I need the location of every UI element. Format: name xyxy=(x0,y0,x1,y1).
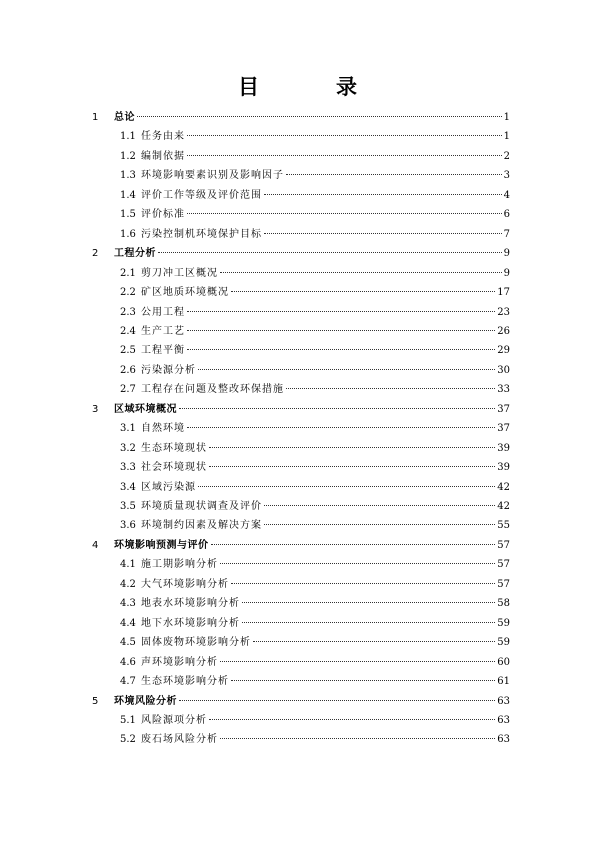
toc-section-entry[interactable] xyxy=(120,732,510,748)
entry-label: 评价工作等级及评价范围 xyxy=(141,189,262,201)
toc-section-entry[interactable] xyxy=(120,285,510,301)
entry-page-number: 63 xyxy=(497,714,510,726)
dot-leader xyxy=(220,661,495,662)
entry-number: 2.2 xyxy=(120,287,136,299)
toc-section-entry[interactable] xyxy=(120,227,510,243)
toc-section-entry[interactable] xyxy=(120,518,510,534)
toc-chapter-entry[interactable] xyxy=(92,110,510,126)
entry-page-number: 29 xyxy=(497,345,510,357)
entry-label: 固体废物环境影响分析 xyxy=(141,637,251,649)
toc-section-entry[interactable] xyxy=(120,499,510,515)
entry-page-number: 1 xyxy=(503,112,510,123)
entry-label: 总论 xyxy=(114,112,135,123)
entry-number: 2.5 xyxy=(120,345,136,357)
toc-section-entry[interactable] xyxy=(120,674,510,690)
entry-label: 环境影响要素识别及影响因子 xyxy=(141,170,284,182)
entry-label: 区域环境概况 xyxy=(114,403,177,415)
entry-label: 地下水环境影响分析 xyxy=(141,617,240,629)
dot-leader xyxy=(286,174,502,175)
entry-number: 5 xyxy=(92,695,99,707)
toc-title: 目 录 xyxy=(238,75,385,99)
dot-leader xyxy=(264,194,502,195)
toc-section-entry[interactable] xyxy=(120,343,510,359)
toc-section-entry[interactable] xyxy=(120,305,510,321)
entry-number: 1 xyxy=(92,112,99,123)
entry-number: 2.6 xyxy=(120,364,136,376)
toc-section-entry[interactable] xyxy=(120,596,510,612)
entry-label: 公用工程 xyxy=(141,306,185,318)
dot-leader xyxy=(209,466,495,467)
dot-leader xyxy=(253,641,495,642)
entry-page-number: 60 xyxy=(497,656,510,668)
entry-page-number: 2 xyxy=(503,150,510,162)
entry-page-number: 59 xyxy=(497,637,510,649)
dot-leader xyxy=(209,447,495,448)
entry-label: 自然环境 xyxy=(141,423,185,435)
entry-number: 3.5 xyxy=(120,501,136,512)
entry-number: 2.7 xyxy=(120,384,136,396)
entry-number: 3.1 xyxy=(120,423,136,435)
toc-section-entry[interactable] xyxy=(120,557,510,573)
dot-leader xyxy=(231,680,495,681)
toc-section-entry[interactable] xyxy=(120,363,510,379)
dot-leader xyxy=(179,700,495,701)
entry-label: 任务由来 xyxy=(141,131,185,143)
entry-label: 污染源分析 xyxy=(141,364,196,376)
entry-number: 1.3 xyxy=(120,170,136,182)
entry-number: 3.4 xyxy=(120,481,136,493)
entry-page-number: 58 xyxy=(497,598,510,610)
entry-page-number: 42 xyxy=(497,481,510,493)
entry-page-number: 55 xyxy=(497,520,510,532)
entry-page-number: 30 xyxy=(497,364,510,376)
entry-label: 环境质量现状调查及评价 xyxy=(141,501,262,512)
entry-number: 4.3 xyxy=(120,598,136,610)
entry-number: 3.2 xyxy=(120,442,136,454)
toc-section-entry[interactable] xyxy=(120,188,510,204)
dot-leader xyxy=(220,563,495,564)
entry-number: 4.6 xyxy=(120,656,136,668)
dot-leader xyxy=(179,408,495,409)
dot-leader xyxy=(211,544,496,545)
entry-number: 4.4 xyxy=(120,617,136,629)
entry-number: 4.1 xyxy=(120,559,136,571)
entry-number: 2.4 xyxy=(120,325,136,337)
entry-page-number: 57 xyxy=(497,578,510,590)
toc-section-entry[interactable] xyxy=(120,577,510,593)
dot-leader xyxy=(264,505,495,506)
entry-label: 地表水环境影响分析 xyxy=(141,598,240,610)
entry-number: 1.2 xyxy=(120,150,136,162)
entry-number: 4.5 xyxy=(120,637,136,649)
entry-number: 2 xyxy=(92,248,99,260)
entry-label: 大气环境影响分析 xyxy=(141,578,229,590)
toc-section-entry[interactable] xyxy=(120,149,510,165)
entry-page-number: 9 xyxy=(503,248,510,260)
entry-label: 风险源项分析 xyxy=(141,714,207,726)
toc-section-entry[interactable] xyxy=(120,460,510,476)
dot-leader xyxy=(187,427,495,428)
toc-section-entry[interactable] xyxy=(120,635,510,651)
entry-label: 区域污染源 xyxy=(141,481,196,493)
entry-page-number: 42 xyxy=(497,501,510,512)
entry-page-number: 61 xyxy=(497,676,510,688)
dot-leader xyxy=(187,330,495,331)
entry-label: 环境风险分析 xyxy=(114,695,177,707)
entry-label: 声环境影响分析 xyxy=(141,656,218,668)
toc-section-entry[interactable] xyxy=(120,713,510,729)
entry-page-number: 39 xyxy=(497,442,510,454)
entry-number: 5.1 xyxy=(120,714,136,726)
entry-page-number: 3 xyxy=(503,170,510,182)
entry-label: 生态环境影响分析 xyxy=(141,676,229,688)
dot-leader xyxy=(187,155,502,156)
entry-page-number: 7 xyxy=(503,228,510,240)
entry-label: 矿区地质环境概况 xyxy=(141,287,229,299)
toc-section-entry[interactable] xyxy=(120,655,510,671)
dot-leader xyxy=(220,272,502,273)
dot-leader xyxy=(187,311,495,312)
entry-page-number: 33 xyxy=(497,384,510,396)
toc-section-entry[interactable] xyxy=(120,207,510,223)
entry-label: 生态环境现状 xyxy=(141,442,207,454)
entry-label: 环境影响预测与评价 xyxy=(114,539,209,551)
toc-section-entry[interactable] xyxy=(120,441,510,457)
entry-page-number: 37 xyxy=(497,403,510,415)
entry-page-number: 26 xyxy=(497,325,510,337)
entry-label: 污染控制机环境保护目标 xyxy=(141,228,262,240)
entry-page-number: 6 xyxy=(503,209,510,221)
toc-chapter-entry[interactable] xyxy=(92,246,510,262)
entry-number: 3.6 xyxy=(120,520,136,532)
entry-page-number: 4 xyxy=(503,189,510,201)
entry-label: 工程分析 xyxy=(114,248,156,260)
toc-chapter-entry[interactable] xyxy=(92,694,510,710)
entry-number: 1.4 xyxy=(120,189,136,201)
entry-number: 1.6 xyxy=(120,228,136,240)
entry-label: 剪刀冲工区概况 xyxy=(141,267,218,279)
toc-section-entry[interactable] xyxy=(120,266,510,282)
dot-leader xyxy=(264,524,495,525)
dot-leader xyxy=(158,252,502,253)
dot-leader xyxy=(137,116,502,117)
entry-label: 生产工艺 xyxy=(141,325,185,337)
dot-leader xyxy=(187,135,502,136)
toc-section-entry[interactable] xyxy=(120,382,510,398)
entry-page-number: 1 xyxy=(503,131,510,143)
entry-label: 废石场风险分析 xyxy=(141,734,218,746)
dot-leader xyxy=(242,602,495,603)
dot-leader xyxy=(187,349,495,350)
entry-number: 1.5 xyxy=(120,209,136,221)
entry-label: 施工期影响分析 xyxy=(141,559,218,571)
entry-page-number: 63 xyxy=(497,695,510,707)
entry-page-number: 23 xyxy=(497,306,510,318)
dot-leader xyxy=(231,583,495,584)
toc-section-entry[interactable] xyxy=(120,616,510,632)
entry-number: 4.7 xyxy=(120,676,136,688)
entry-page-number: 37 xyxy=(497,423,510,435)
entry-page-number: 39 xyxy=(497,462,510,474)
entry-number: 2.1 xyxy=(120,267,136,279)
dot-leader xyxy=(242,622,495,623)
entry-page-number: 59 xyxy=(497,617,510,629)
entry-page-number: 9 xyxy=(503,267,510,279)
entry-number: 4 xyxy=(92,539,99,551)
toc-chapter-entry[interactable] xyxy=(92,538,510,554)
toc-section-entry[interactable] xyxy=(120,421,510,437)
entry-page-number: 63 xyxy=(497,734,510,746)
entry-number: 4.2 xyxy=(120,578,136,590)
entry-label: 编制依据 xyxy=(141,150,185,162)
entry-number: 3 xyxy=(92,403,99,415)
toc-section-entry[interactable] xyxy=(120,480,510,496)
entry-number: 1.1 xyxy=(120,131,136,143)
entry-page-number: 57 xyxy=(497,559,510,571)
dot-leader xyxy=(220,738,495,739)
entry-label: 工程平衡 xyxy=(141,345,185,357)
entry-number: 2.3 xyxy=(120,306,136,318)
toc-section-entry[interactable] xyxy=(120,324,510,340)
entry-label: 评价标准 xyxy=(141,209,185,221)
entry-page-number: 17 xyxy=(497,287,510,299)
entry-label: 环境制约因素及解决方案 xyxy=(141,520,262,532)
dot-leader xyxy=(209,719,495,720)
entry-number: 5.2 xyxy=(120,734,136,746)
dot-leader xyxy=(231,291,495,292)
toc-section-entry[interactable] xyxy=(120,168,510,184)
entry-label: 社会环境现状 xyxy=(141,462,207,474)
entry-number: 3.3 xyxy=(120,462,136,474)
dot-leader xyxy=(264,233,502,234)
entry-page-number: 57 xyxy=(497,539,510,551)
dot-leader xyxy=(198,486,495,487)
dot-leader xyxy=(187,213,502,214)
dot-leader xyxy=(198,369,495,370)
toc-section-entry[interactable] xyxy=(120,129,510,145)
toc-chapter-entry[interactable] xyxy=(92,402,510,418)
dot-leader xyxy=(286,388,495,389)
entry-label: 工程存在问题及整改环保措施 xyxy=(141,384,284,396)
